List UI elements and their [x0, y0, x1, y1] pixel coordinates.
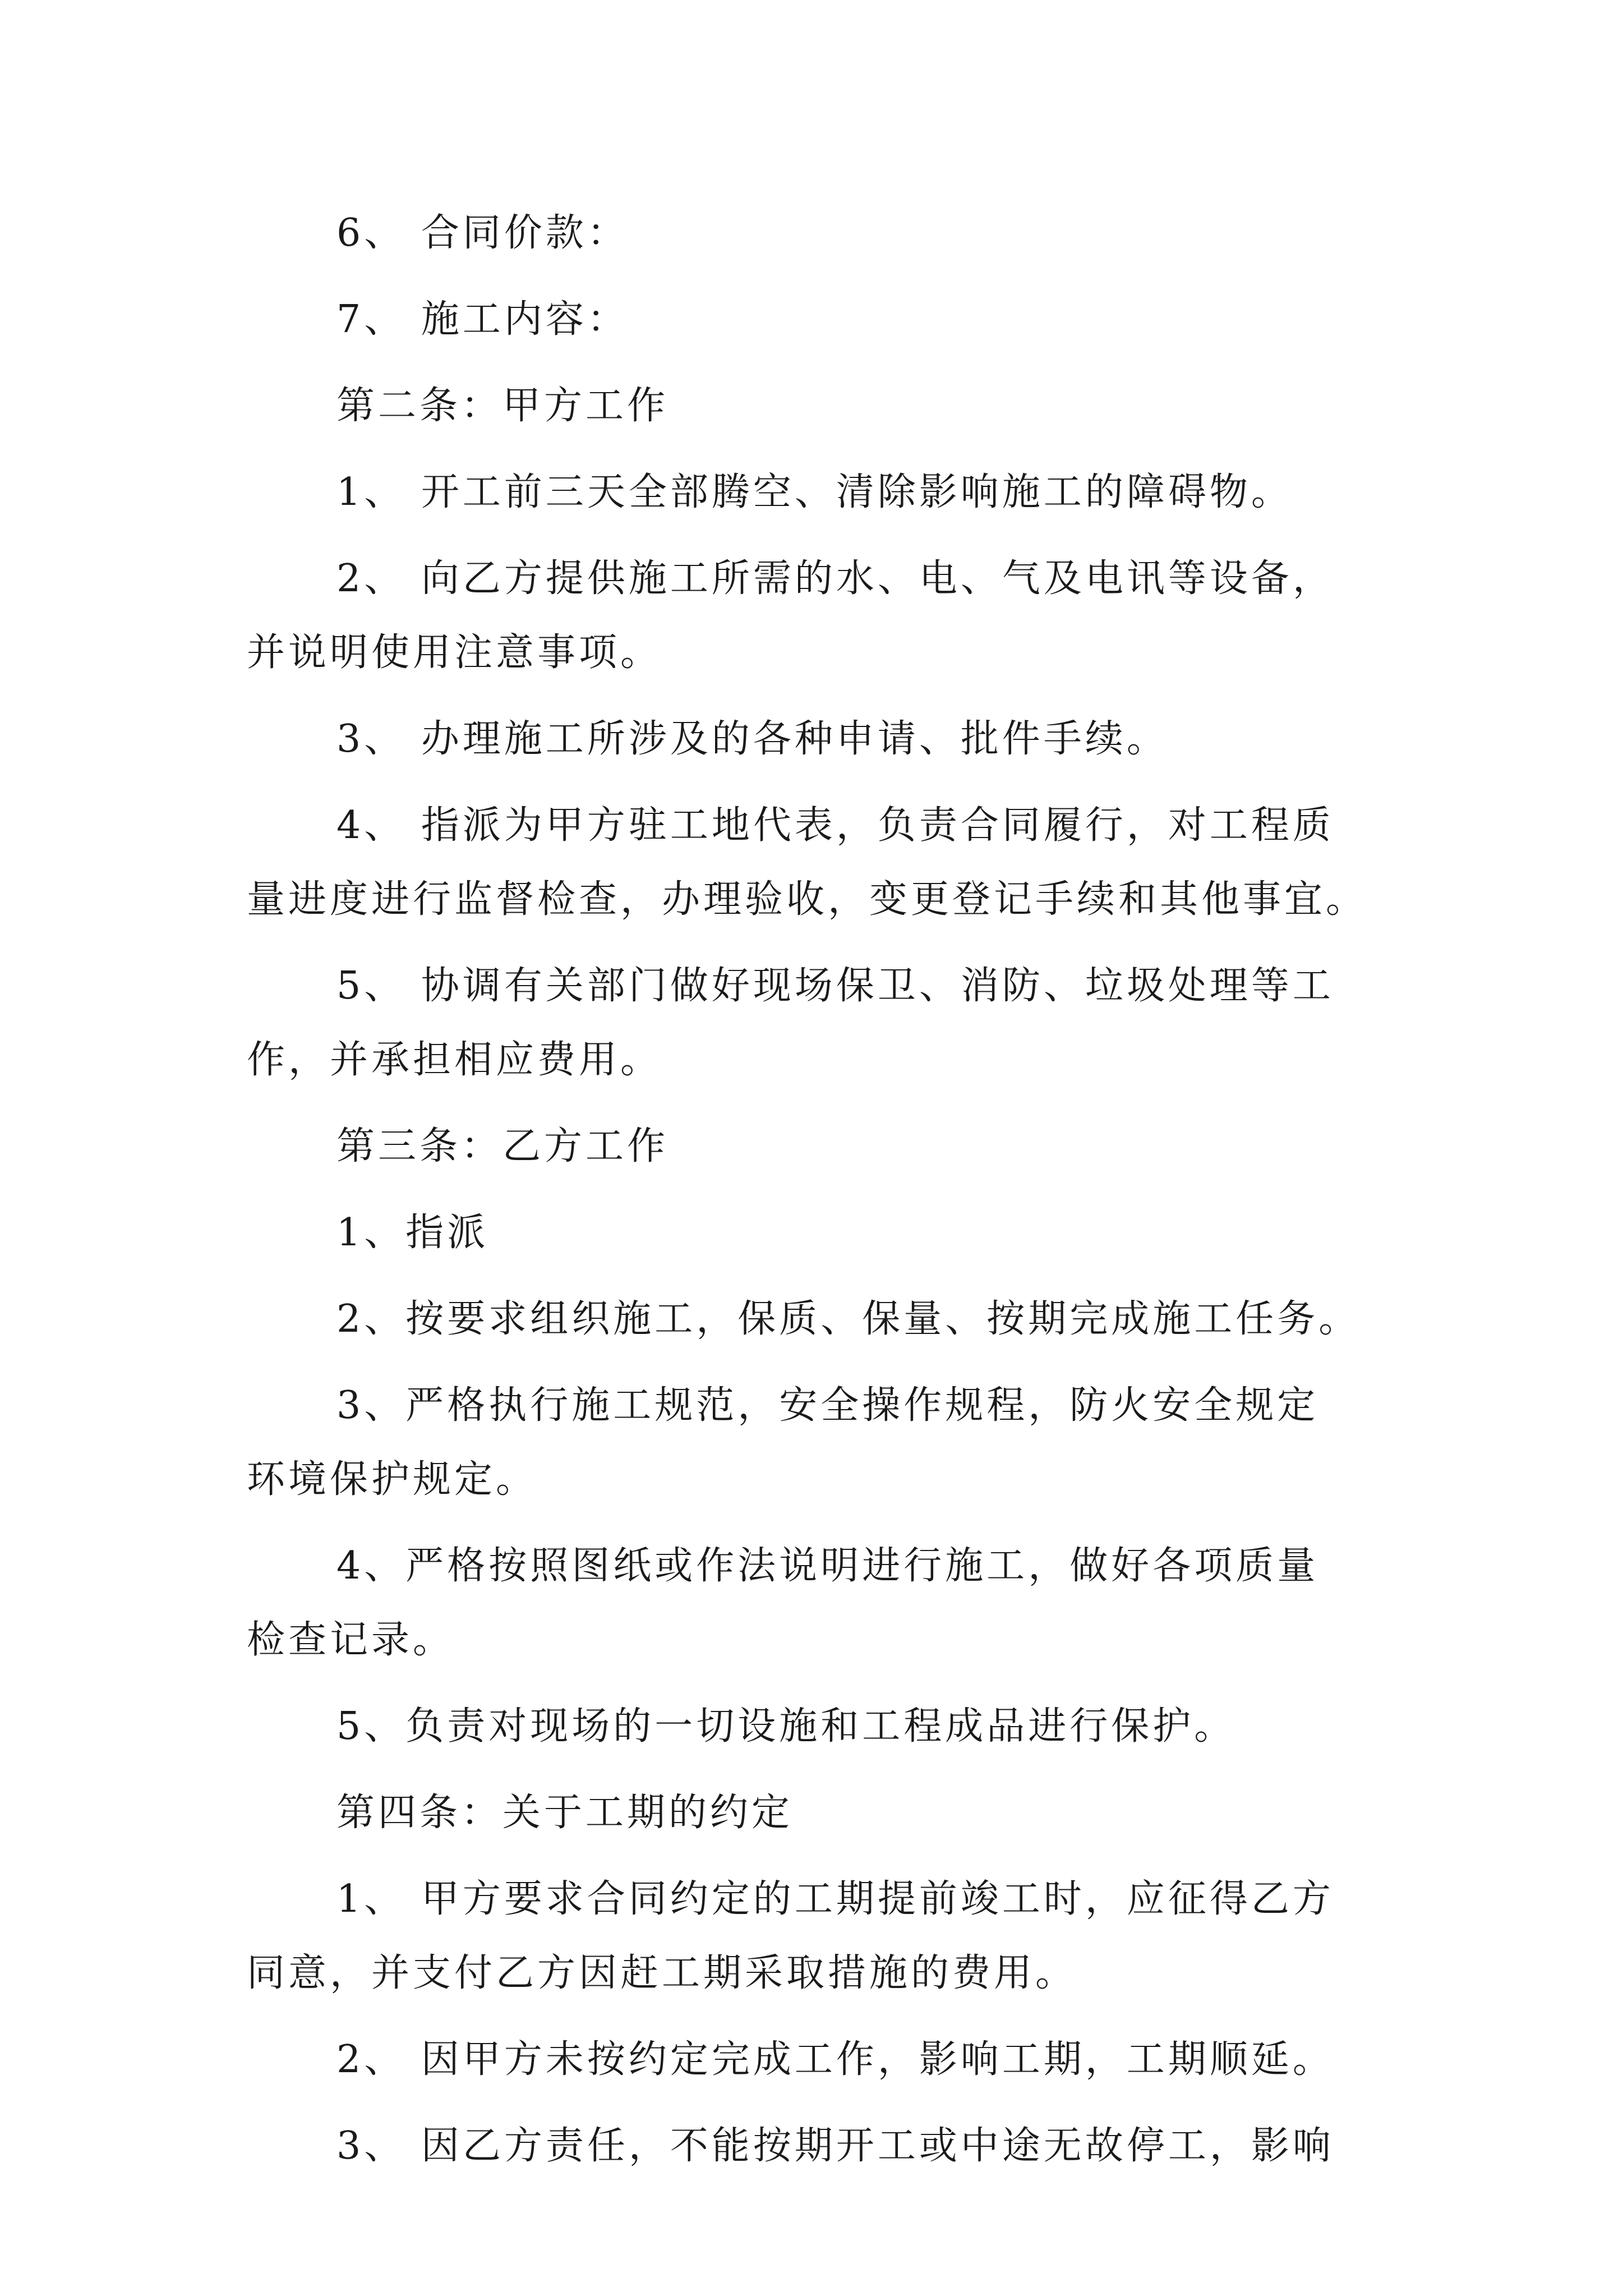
list-item: 2、 向乙方提供施工所需的水、电、气及电讯等设备，: [336, 556, 1334, 601]
list-item: 2、 因甲方未按约定完成工作，影响工期，工期顺延。: [336, 2037, 1334, 2082]
list-item: 3、严格执行施工规范，安全操作规程，防火安全规定: [336, 1383, 1319, 1428]
list-item: 1、 甲方要求合同约定的工期提前竣工时，应征得乙方: [336, 1877, 1334, 1921]
list-item: 5、负责对现场的一切设施和工程成品进行保护。: [336, 1704, 1236, 1749]
list-item: 1、指派: [336, 1211, 489, 1255]
list-item: 1、 开工前三天全部腾空、清除影响施工的障碍物。: [336, 470, 1293, 514]
list-item-continuation: 量进度进行监督检查，办理验收，变更登记手续和其他事宜。: [247, 877, 1368, 922]
article-heading-3: 第三条：乙方工作: [336, 1124, 669, 1168]
list-item: 4、严格按照图纸或作法说明进行施工，做好各项质量: [336, 1544, 1319, 1588]
clause-item-scope: 7、 施工内容：: [336, 297, 629, 342]
list-item-continuation: 作，并承担相应费用。: [247, 1038, 662, 1082]
list-item: 2、按要求组织施工，保质、保量、按期完成施工任务。: [336, 1297, 1361, 1341]
list-item: 5、 协调有关部门做好现场保卫、消防、垃圾处理等工: [336, 964, 1334, 1008]
list-item: 3、 因乙方责任，不能按期开工或中途无故停工，影响: [336, 2124, 1334, 2168]
list-item-continuation: 并说明使用注意事项。: [247, 631, 662, 675]
list-item: 3、 办理施工所涉及的各种申请、批件手续。: [336, 717, 1168, 761]
clause-item-price: 6、 合同价款：: [336, 211, 629, 255]
list-item-continuation: 同意，并支付乙方因赶工期采取措施的费用。: [247, 1951, 1077, 1995]
list-item-continuation: 环境保护规定。: [247, 1457, 538, 1502]
list-item: 4、 指派为甲方驻工地代表，负责合同履行，对工程质: [336, 803, 1334, 848]
list-item-continuation: 检查记录。: [247, 1618, 455, 1662]
document-body: [247, 211, 1396, 2168]
article-heading-2: 第二条：甲方工作: [336, 384, 669, 428]
article-heading-4: 第四条：关于工期的约定: [336, 1791, 794, 1835]
